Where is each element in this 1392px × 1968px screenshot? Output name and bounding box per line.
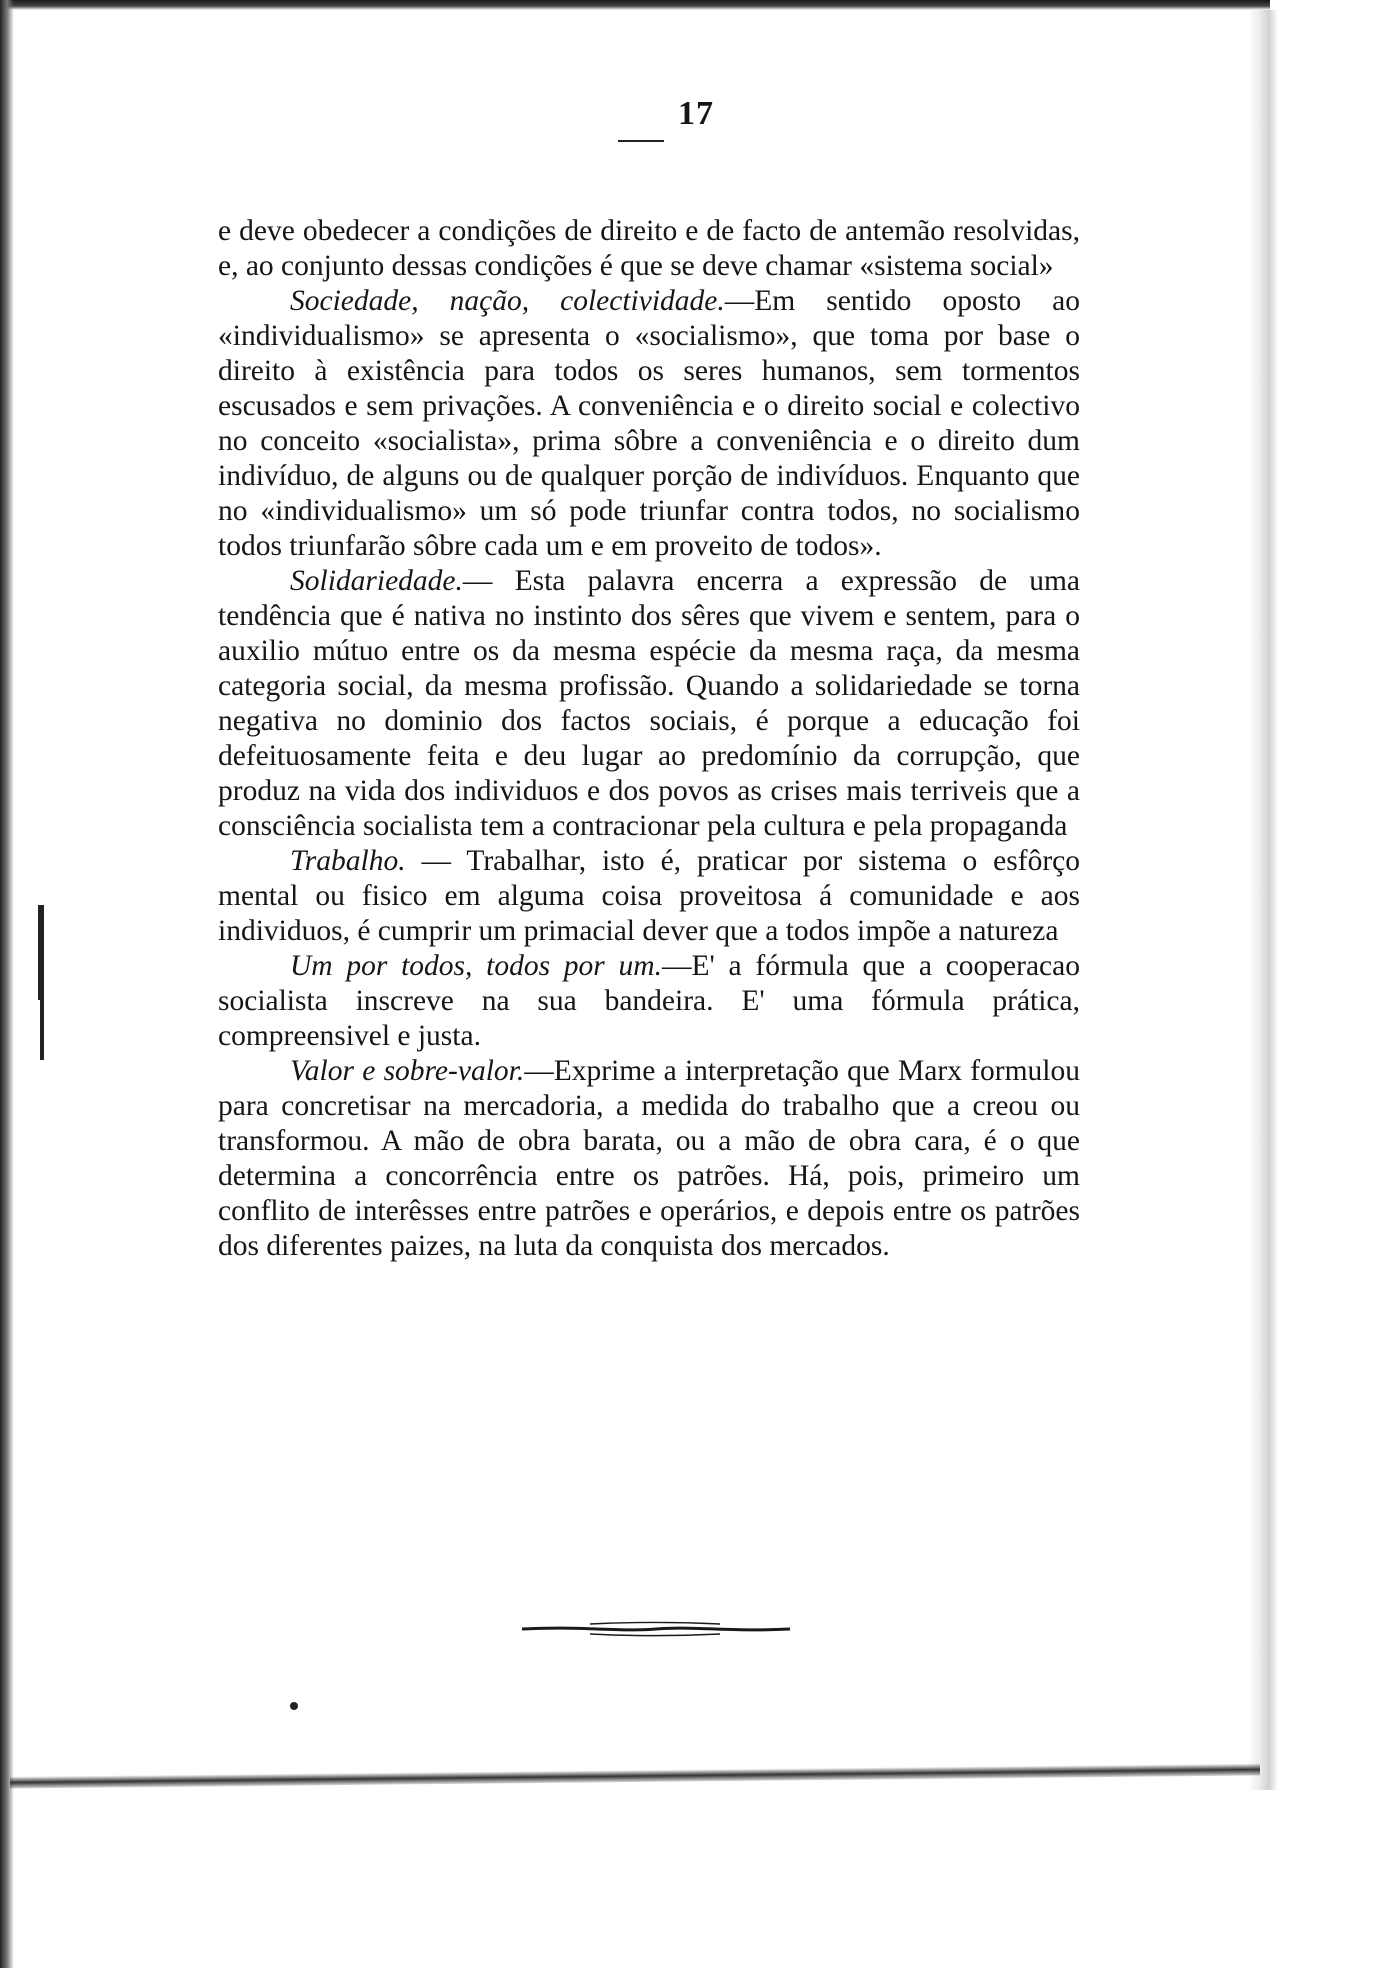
paragraph-lead: Um por todos, todos por um. (290, 950, 662, 982)
paragraph (218, 949, 1080, 1054)
scan-left-edge (0, 0, 14, 1968)
scan-bottom-edge (10, 1763, 1260, 1788)
ink-speck (290, 1702, 298, 1710)
end-ornament (520, 1618, 792, 1640)
paragraph-text: — Trabalhar, isto é, praticar por sistema o esfôrço mental ou fisico em alguma coisa proveitosa á comunidade e aos individuos, é cumprir um primacial dever que a todos impõe a natureza (218, 845, 1080, 947)
page-gutter-shadow (1248, 10, 1278, 1790)
paragraph-text: —E' a fórmula que a cooperacao socialista inscreve na sua bandeira. E' uma fórmula prática, compreensivel e justa. (218, 950, 1080, 1052)
scan-top-edge (0, 0, 1270, 10)
paragraph-text: —Em sentido oposto ao «individualismo» se apresenta o «socialismo», que toma por base o direito à existência para todos os seres humanos, sem tormentos escusados e sem privações. A conveniência e o direito social e colectivo no conceito «socialista», prima sôbre a conveniência e o direito dum indivíduo, de alguns ou de qualquer porção de indivíduos. Enquanto que no «individualismo» um só pode triunfar contra todos, no socialismo todos triunfarão sôbre cada um e em proveito de todos». (218, 285, 1080, 562)
paragraph-lead: Sociedade, nação, colectividade. (290, 285, 725, 317)
body-text (218, 214, 1080, 1264)
paragraph (218, 1054, 1080, 1264)
paragraph (218, 214, 1080, 284)
page-number: 17 (678, 95, 714, 132)
paragraph-text: e deve obedecer a condições de direito e de facto de antemão resolvidas, e, ao conjunto dessas condições é que se deve chamar «sistema social» (218, 215, 1080, 282)
paragraph-text: — Esta palavra encerra a expressão de uma tendência que é nativa no instinto dos sêres que vivem e sentem, para o auxilio mútuo entre os da mesma espécie da mesma raça, da mesma categoria social, da mesma profissão. Quando a solidariedade se torna negativa no dominio dos factos sociais, é porque a educação foi defeituosamente feita e deu lugar ao predomínio da corrupção, que produz na vida dos individuos e dos povos as crises mais terriveis que a consciência socialista tem a contracionar pela cultura e pela propaganda (218, 565, 1080, 842)
paragraph-lead: Valor e sobre-valor. (290, 1055, 525, 1087)
paragraph-text: —Exprime a interpretação que Marx formulou para concretisar na mercadoria, a medida do trabalho que a creou ou transformou. A mão de obra barata, ou a mão de obra cara, é o que determina a concorrência entre os patrões. Há, pois, primeiro um conflito de interêsses entre patrões e operários, e depois entre os patrões dos diferentes paizes, na luta da conquista dos mercados. (218, 1055, 1081, 1262)
margin-mark (40, 1000, 44, 1060)
paragraph-lead: Trabalho. (290, 845, 406, 877)
paragraph-lead: Solidariedade. (290, 565, 463, 597)
paragraph (218, 564, 1080, 844)
paragraph (218, 844, 1080, 949)
page-number-underline (618, 140, 664, 142)
paragraph (218, 284, 1080, 564)
margin-mark (38, 905, 44, 1000)
